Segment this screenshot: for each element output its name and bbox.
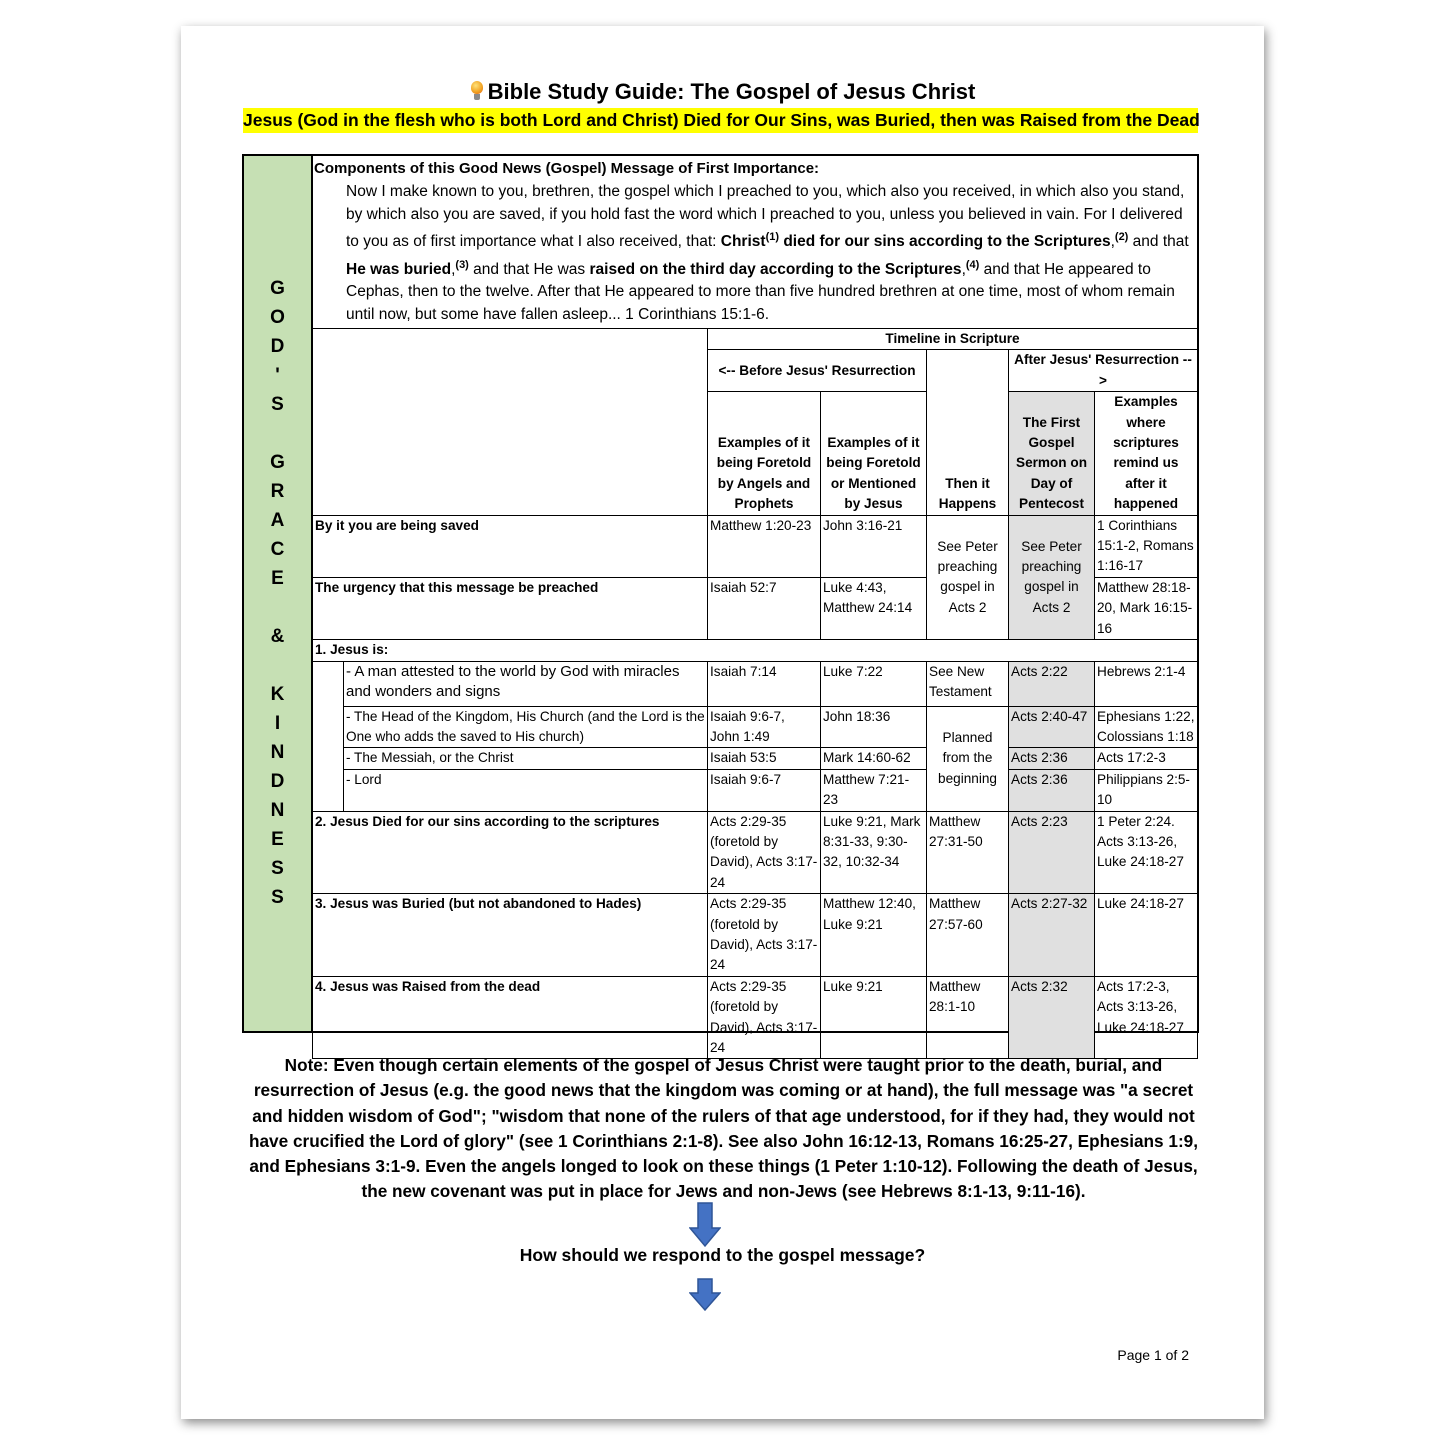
table-row: - The Messiah, or the Christ Isaiah 53:5 Mark 14:60-62 Acts 2:36 Acts 17:2-3	[313, 748, 1198, 769]
gospel-table-frame	[242, 154, 1199, 1055]
table-row: - Lord Isaiah 9:6-7 Matthew 7:21-23 Acts 2:36 Philippians 2:5-10	[313, 769, 1198, 811]
lightbulb-icon	[470, 81, 484, 101]
sidebar-vertical-text: G O D ' S G R A C E & K I N D N E S S	[270, 278, 285, 908]
row-label: - Lord	[344, 769, 708, 811]
row-label: 2. Jesus Died for our sins according to the scriptures	[313, 811, 708, 894]
row-label: 4. Jesus was Raised from the dead	[313, 976, 708, 1059]
col-header-prophets: Examples of it being Foretold by Angels and Prophets	[708, 392, 821, 515]
note-paragraph: Note: Even though certain elements of the gospel of Jesus Christ were taught prior to the death, burial, and resurrection of Jesus (e.g. the good news that the kingdom was coming or at hand), the full message was "a secret and hidden wisdom of God"; "wisdom that none of the rulers of that age understood, for if they had, they would not have crucified the Lord of glory" (see 1 Corinthians 2:1-8). See also John 16:12-13, Romans 16:25-27, Ephesians 1:9, and Ephesians 3:1-9. Even the angels longed to look on these things (1 Peter 1:10-12). Following the death of Jesus, the new covenant was put in place for Jews and non-Jews (see Hebrews 8:1-13, 9:11-16).	[249, 1055, 1198, 1202]
row-label: - The Head of the Kingdom, His Church (and the Lord is the One who adds the saved to His church)	[344, 706, 708, 748]
row-label: 3. Jesus was Buried (but not abandoned to Hades)	[313, 894, 708, 977]
intro-heading: Components of this Good News (Gospel) Message of First Importance:	[314, 160, 820, 177]
sidebar-gods-grace	[244, 156, 313, 1031]
row-label: The urgency that this message be preached	[313, 577, 708, 639]
blank-cell	[927, 350, 1009, 392]
row-label: - The Messiah, or the Christ	[344, 748, 708, 769]
table-row: 2. Jesus Died for our sins according to the scriptures Acts 2:29-35 (foretold by David), Acts 3:17-24 Luke 9:21, Mark 8:31-33, 9:30-32, 10:32-34 Matthew 27:31-50 Acts 2:23 1 Peter 2:24. Acts 3:13-26, Luke 24:18-27	[313, 811, 1198, 894]
col-header-pentecost: The First Gospel Sermon on Day of Pentecost	[1009, 392, 1095, 515]
page-number: Page 1 of 2	[1117, 1347, 1189, 1363]
table-row: By it you are being saved Matthew 1:20-23 John 3:16-21 See Peter preaching gospel in Acts 2 See Peter preaching gospel in Acts 2 1 Corinthians 15:1-2, Romans 1:16-17	[313, 515, 1198, 577]
row-label: - A man attested to the world by God with miracles and wonders and signs	[344, 661, 708, 706]
scripture-intro	[314, 156, 1197, 328]
col-header-remind: Examples where scriptures remind us after it happened	[1095, 392, 1198, 515]
table-row: The urgency that this message be preached Isaiah 52:7 Luke 4:43, Matthew 24:14 Matthew 28:18-20, Mark 16:15-16	[313, 577, 1198, 639]
col-header-jesus: Examples of it being Foretold or Mentioned by Jesus	[821, 392, 927, 515]
table-row: 4. Jesus was Raised from the dead Acts 2:29-35 (foretold by David), Acts 3:17-24 Luke 9:21 Matthew 28:1-10 Acts 2:32 Acts 17:2-3, Acts 3:13-26, Luke 24:18-27	[313, 976, 1198, 1059]
row-label: By it you are being saved	[313, 515, 708, 577]
table-row	[313, 640, 1198, 661]
col-header-happens: Then it Happens	[927, 392, 1009, 515]
intro-passage: Now I make known to you, brethren, the gospel which I preached to you, which also you received, in which also you stand, by which also you are saved, if you hold fast the word which I preached to you, unless you believed in vain. For I delivered to you as of first importance what I also received, that: Christ$^{(1)}$ died for our sins according to the Scriptures,$^{(2)}$ and that He was buried,$^{(3)}$ and that He was raised on the third day according to the Scriptures,$^{(4)}$ and that He appeared to Cephas, then to the twelve. After that He appeared to more than five hundred brethren at one time, most of whom remain until now, but some have fallen asleep... 1 Corinthians 15:1-6.	[346, 183, 1189, 323]
blank-header-cell	[313, 329, 708, 516]
timeline-table	[312, 328, 1198, 1059]
before-resurrection-header: <-- Before Jesus' Resurrection	[708, 350, 927, 392]
document-page	[181, 26, 1264, 1419]
response-question: How should we respond to the gospel message?	[519, 1245, 926, 1265]
down-arrow-icon	[689, 1278, 721, 1312]
table-row: - The Head of the Kingdom, His Church (and the Lord is the One who adds the saved to His church) Isaiah 9:6-7, John 1:49 John 18:36 Planned from the beginning Acts 2:40-47 Ephesians 1:22, Colossians 1:18	[313, 706, 1198, 748]
timeline-title: Timeline in Scripture	[708, 329, 1198, 350]
highlighted-subtitle: Jesus (God in the flesh who is both Lord and Christ) Died for Our Sins, was Buried, then was Raised from the Dead	[243, 108, 1198, 133]
table-row: - A man attested to the world by God with miracles and wonders and signs Isaiah 7:14 Luke 7:22 See New Testament Acts 2:22 Hebrews 2:1-4	[313, 661, 1198, 706]
after-resurrection-header: After Jesus' Resurrection -->	[1009, 350, 1198, 392]
jesus-is-heading: 1. Jesus is:	[313, 640, 1198, 661]
table-row: 3. Jesus was Buried (but not abandoned to Hades) Acts 2:29-35 (foretold by David), Acts 3:17-24 Matthew 12:40, Luke 9:21 Matthew 27:57-60 Acts 2:27-32 Luke 24:18-27	[313, 894, 1198, 977]
page-title: Bible Study Guide: The Gospel of Jesus Christ	[181, 79, 1264, 105]
down-arrow-icon	[689, 1202, 721, 1248]
